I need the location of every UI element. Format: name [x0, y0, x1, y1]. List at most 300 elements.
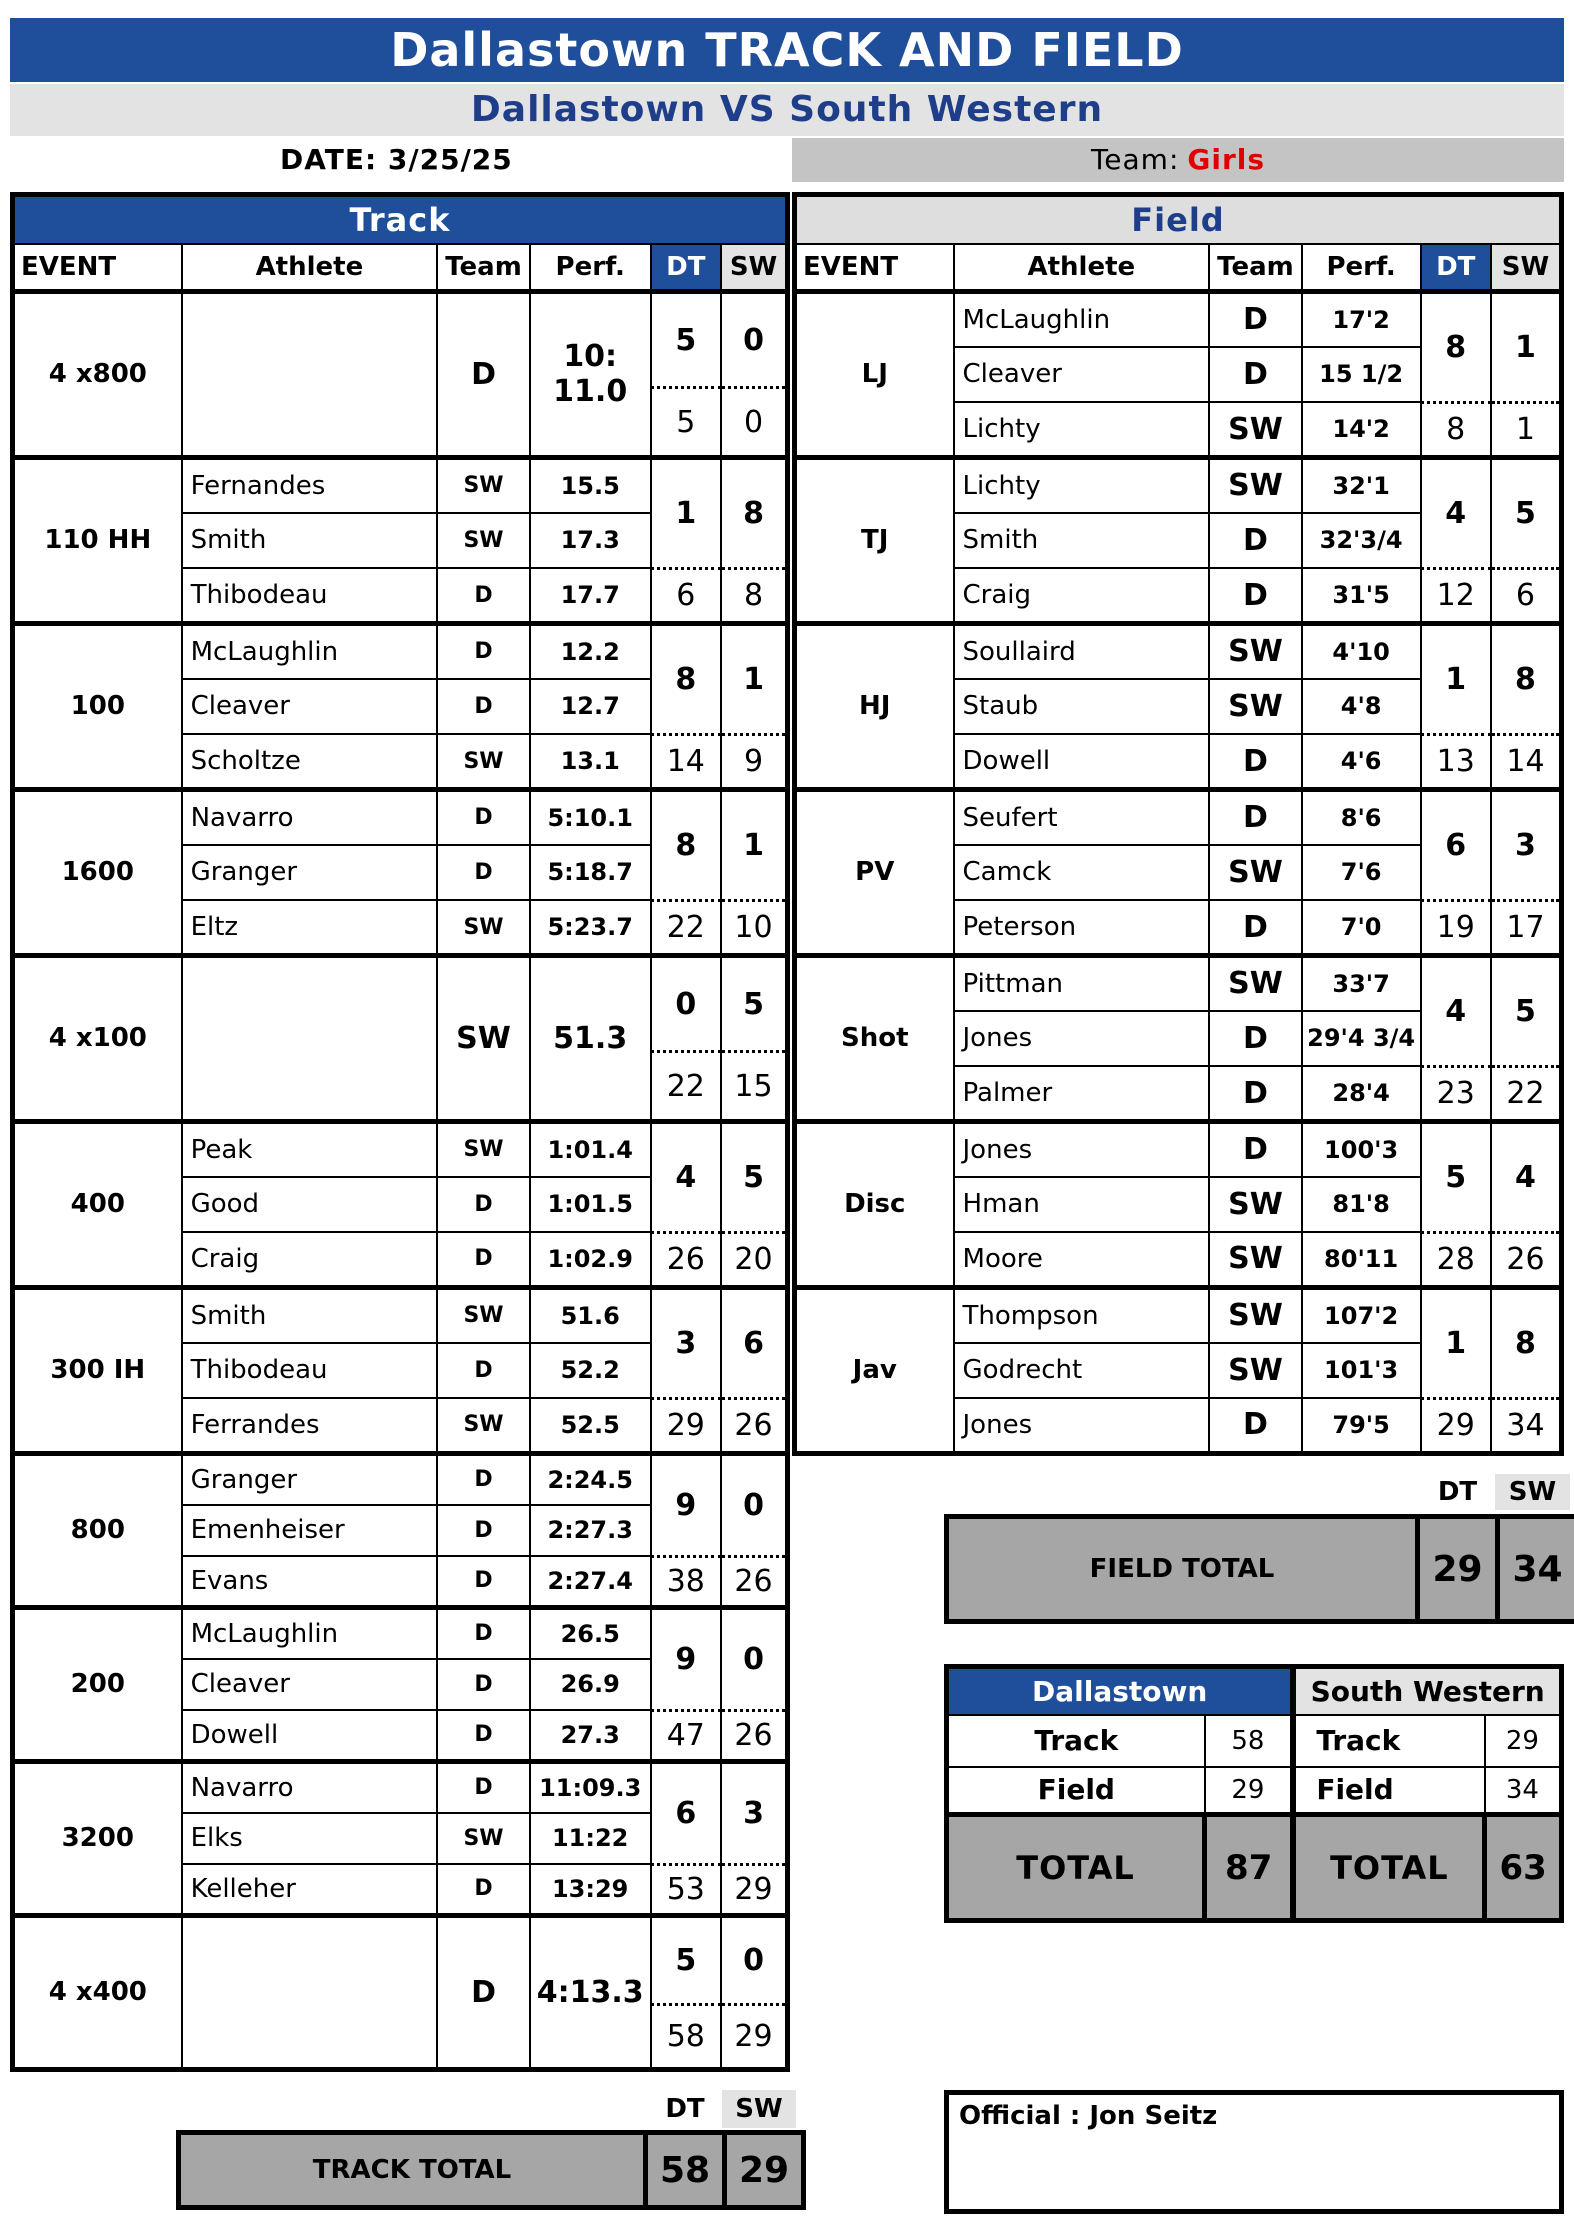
athlete-name: Scholtze — [182, 734, 438, 789]
athlete-perf: 80'11 — [1302, 1232, 1421, 1287]
athlete-name: Kelleher — [182, 1864, 438, 1915]
field-total-sw: 34 — [1498, 1517, 1574, 1622]
sw-running-total: 26 — [1491, 1232, 1562, 1287]
athlete-name: Peak — [182, 1121, 438, 1176]
athlete-team: D — [437, 623, 530, 678]
event-group — [795, 955, 1562, 1121]
track-total-label: TRACK TOTAL — [179, 2133, 646, 2208]
event-name: 300 IH — [13, 1287, 182, 1453]
dt-running-total: 22 — [651, 900, 721, 955]
event-group — [13, 292, 788, 458]
athlete-team: SW — [1209, 845, 1302, 900]
athlete-perf: 101'3 — [1302, 1343, 1421, 1398]
athlete-name: Cleaver — [954, 347, 1210, 402]
athlete-perf: 107'2 — [1302, 1287, 1421, 1342]
athlete-team: D — [437, 1864, 530, 1915]
athlete-team: SW — [1209, 1343, 1302, 1398]
sw-points: 3 — [1491, 789, 1562, 900]
dt-running-total: 26 — [651, 1232, 721, 1287]
athlete-perf: 2:24.5 — [530, 1453, 651, 1504]
sw-points: 8 — [1491, 1287, 1562, 1398]
sw-running-total: 26 — [721, 1556, 787, 1607]
score-summary — [944, 1664, 1564, 1923]
team-label: Team: — [1090, 143, 1180, 176]
athlete-team: SW — [1209, 1287, 1302, 1342]
event-name: Disc — [795, 1121, 954, 1287]
table-row — [13, 1915, 788, 2004]
away-track-label: Track — [1293, 1715, 1485, 1767]
dt-running-total: 47 — [651, 1710, 721, 1761]
track-total-dt: 58 — [646, 2133, 725, 2208]
event-name: Jav — [795, 1287, 954, 1453]
table-row — [13, 1761, 788, 1812]
athlete-team: D — [1209, 513, 1302, 568]
sw-points: 8 — [1491, 623, 1562, 734]
table-row — [13, 1607, 788, 1658]
athlete-perf: 13:29 — [530, 1864, 651, 1915]
athlete-team: D — [437, 1177, 530, 1232]
athlete-perf: 15.5 — [530, 457, 651, 512]
athlete-name: Jones — [954, 1121, 1210, 1176]
dt-running-total: 58 — [651, 2005, 721, 2070]
dt-running-total: 38 — [651, 1556, 721, 1607]
event-name: Shot — [795, 955, 954, 1121]
event-group — [13, 1915, 788, 2069]
dt-points: 1 — [1421, 1287, 1491, 1398]
dt-points: 5 — [1421, 1121, 1491, 1232]
athlete-perf: 17'2 — [1302, 292, 1421, 347]
table-row — [795, 457, 1562, 512]
athlete-name: Dowell — [182, 1710, 438, 1761]
athlete-perf: 26.9 — [530, 1659, 651, 1710]
athlete-perf: 2:27.3 — [530, 1505, 651, 1556]
dt-running-total: 6 — [651, 568, 721, 623]
athlete-perf: 33'7 — [1302, 955, 1421, 1010]
dt-points: 9 — [651, 1607, 721, 1710]
athlete-name: McLaughlin — [182, 1607, 438, 1658]
athlete-name: McLaughlin — [954, 292, 1210, 347]
page-title: Dallastown TRACK AND FIELD — [10, 18, 1564, 82]
athlete-name: Good — [182, 1177, 438, 1232]
athlete-team: D — [1209, 347, 1302, 402]
athlete-cell — [182, 1915, 438, 2069]
sw-points: 8 — [721, 457, 787, 568]
sw-points: 1 — [1491, 292, 1562, 403]
athlete-name: Navarro — [182, 789, 438, 844]
matchup-title: Dallastown VS South Western — [10, 84, 1564, 136]
sw-points: 3 — [721, 1761, 787, 1864]
event-name: LJ — [795, 292, 954, 458]
athlete-name: Jones — [954, 1398, 1210, 1453]
table-row — [13, 789, 788, 844]
sw-points: 5 — [721, 1121, 787, 1232]
meet-date: DATE: 3/25/25 — [280, 143, 513, 176]
event-group — [795, 789, 1562, 955]
sw-points: 6 — [721, 1287, 787, 1398]
athlete-name: Camck — [954, 845, 1210, 900]
sw-points: 0 — [721, 292, 787, 388]
track-total-header — [176, 2090, 796, 2128]
field-total-dt: 29 — [1418, 1517, 1498, 1622]
athlete-perf: 31'5 — [1302, 568, 1421, 623]
track-table — [10, 192, 790, 2072]
sw-running-total: 22 — [1491, 1066, 1562, 1121]
field-total-header — [944, 1474, 1570, 1510]
athlete-perf: 100'3 — [1302, 1121, 1421, 1176]
event-group — [795, 623, 1562, 789]
home-track-score: 58 — [1205, 1715, 1294, 1767]
athlete-perf: 13.1 — [530, 734, 651, 789]
dt-points: 5 — [651, 1915, 721, 2004]
athlete-perf: 28'4 — [1302, 1066, 1421, 1121]
athlete-perf: 32'3/4 — [1302, 513, 1421, 568]
official-box — [944, 2090, 1564, 2214]
event-group — [13, 1761, 788, 1915]
athlete-name: Granger — [182, 1453, 438, 1504]
sw-points: 0 — [721, 1915, 787, 2004]
team-cell: D — [437, 1915, 530, 2069]
athlete-name: Fernandes — [182, 457, 438, 512]
table-row — [795, 292, 1562, 347]
sw-running-total: 17 — [1491, 900, 1562, 955]
athlete-perf: 79'5 — [1302, 1398, 1421, 1453]
athlete-team: D — [437, 845, 530, 900]
event-group — [13, 1121, 788, 1287]
home-track-label: Track — [947, 1715, 1205, 1767]
dt-running-total: 8 — [1421, 402, 1491, 457]
sw-running-total: 1 — [1491, 402, 1562, 457]
event-name: PV — [795, 789, 954, 955]
dt-running-total: 13 — [1421, 734, 1491, 789]
dt-points: 4 — [1421, 457, 1491, 568]
event-name: 200 — [13, 1607, 182, 1761]
athlete-team: SW — [437, 1398, 530, 1453]
away-team-header: South Western — [1293, 1667, 1561, 1715]
athlete-perf: 81'8 — [1302, 1177, 1421, 1232]
sw-points: 1 — [721, 789, 787, 900]
athlete-perf: 51.6 — [530, 1287, 651, 1342]
table-row — [795, 623, 1562, 678]
athlete-team: D — [437, 1343, 530, 1398]
track-section-title: Track — [13, 195, 788, 245]
athlete-perf: 1:01.4 — [530, 1121, 651, 1176]
dt-running-total: 22 — [651, 1052, 721, 1122]
athlete-perf: 52.2 — [530, 1343, 651, 1398]
athlete-perf: 7'6 — [1302, 845, 1421, 900]
athlete-name: Lichty — [954, 402, 1210, 457]
sw-running-total: 20 — [721, 1232, 787, 1287]
athlete-name: Pittman — [954, 955, 1210, 1010]
col-team: Team — [1209, 244, 1302, 292]
dt-running-total: 29 — [651, 1398, 721, 1453]
athlete-team: SW — [1209, 457, 1302, 512]
sw-running-total: 34 — [1491, 1398, 1562, 1453]
field-section-title: Field — [795, 195, 1562, 245]
athlete-name: Ferrandes — [182, 1398, 438, 1453]
event-group — [13, 955, 788, 1121]
athlete-team: D — [437, 1607, 530, 1658]
col-perf: Perf. — [530, 244, 651, 292]
athlete-perf: 7'0 — [1302, 900, 1421, 955]
dt-running-total: 23 — [1421, 1066, 1491, 1121]
dt-running-total: 19 — [1421, 900, 1491, 955]
dt-running-total: 53 — [651, 1864, 721, 1915]
athlete-team: SW — [437, 513, 530, 568]
athlete-name: Peterson — [954, 900, 1210, 955]
table-row — [13, 457, 788, 512]
event-group — [795, 1121, 1562, 1287]
event-group — [13, 789, 788, 955]
home-total-label: TOTAL — [947, 1815, 1205, 1921]
athlete-perf: 2:27.4 — [530, 1556, 651, 1607]
field-total-dt-header: DT — [1437, 1477, 1478, 1507]
athlete-perf: 17.3 — [530, 513, 651, 568]
athlete-perf: 32'1 — [1302, 457, 1421, 512]
sw-points: 0 — [721, 1607, 787, 1710]
official-label: Official : Jon Seitz — [959, 2101, 1218, 2131]
athlete-team: D — [437, 1232, 530, 1287]
athlete-name: Eltz — [182, 900, 438, 955]
sw-points: 5 — [1491, 457, 1562, 568]
athlete-name: Hman — [954, 1177, 1210, 1232]
sw-points: 1 — [721, 623, 787, 734]
dt-points: 3 — [651, 1287, 721, 1398]
athlete-team: SW — [1209, 402, 1302, 457]
team-cell: SW — [437, 955, 530, 1121]
athlete-perf: 14'2 — [1302, 402, 1421, 457]
athlete-name: Lichty — [954, 457, 1210, 512]
dt-running-total: 14 — [651, 734, 721, 789]
table-row — [13, 955, 788, 1051]
athlete-team: D — [1209, 900, 1302, 955]
dt-points: 4 — [1421, 955, 1491, 1066]
athlete-name: Smith — [954, 513, 1210, 568]
athlete-name: Thibodeau — [182, 1343, 438, 1398]
athlete-cell — [182, 292, 438, 458]
home-total-score: 87 — [1205, 1815, 1294, 1921]
home-field-label: Field — [947, 1767, 1205, 1815]
event-name: 4 x800 — [13, 292, 182, 458]
athlete-team: SW — [1209, 1232, 1302, 1287]
athlete-name: Godrecht — [954, 1343, 1210, 1398]
athlete-name: Craig — [954, 568, 1210, 623]
event-name: TJ — [795, 457, 954, 623]
dt-running-total: 28 — [1421, 1232, 1491, 1287]
athlete-name: Thibodeau — [182, 568, 438, 623]
event-name: 110 HH — [13, 457, 182, 623]
athlete-name: Jones — [954, 1011, 1210, 1066]
athlete-name: Seufert — [954, 789, 1210, 844]
perf-cell: 10: 11.0 — [530, 292, 651, 458]
sw-running-total: 29 — [721, 2005, 787, 2070]
col-dt: DT — [651, 244, 721, 292]
sw-points: 5 — [721, 955, 787, 1051]
athlete-team: D — [437, 1453, 530, 1504]
athlete-team: D — [437, 679, 530, 734]
athlete-name: Evans — [182, 1556, 438, 1607]
sw-running-total: 9 — [721, 734, 787, 789]
event-name: 800 — [13, 1453, 182, 1607]
table-row — [795, 955, 1562, 1010]
sw-points: 4 — [1491, 1121, 1562, 1232]
team-cell: D — [437, 292, 530, 458]
athlete-perf: 4'8 — [1302, 679, 1421, 734]
event-group — [795, 292, 1562, 458]
field-total-sw-header: SW — [1495, 1474, 1570, 1510]
dt-running-total: 12 — [1421, 568, 1491, 623]
dt-points: 6 — [651, 1761, 721, 1864]
athlete-perf: 5:18.7 — [530, 845, 651, 900]
athlete-team: D — [437, 1556, 530, 1607]
table-row — [13, 292, 788, 388]
col-event: EVENT — [795, 244, 954, 292]
dt-points: 8 — [651, 623, 721, 734]
athlete-name: Smith — [182, 1287, 438, 1342]
sw-running-total: 26 — [721, 1710, 787, 1761]
event-name: HJ — [795, 623, 954, 789]
col-sw: SW — [1491, 244, 1562, 292]
dt-running-total: 5 — [651, 388, 721, 458]
athlete-team: SW — [1209, 679, 1302, 734]
sw-running-total: 29 — [721, 1864, 787, 1915]
athlete-team: D — [437, 1761, 530, 1812]
dt-running-total: 29 — [1421, 1398, 1491, 1453]
home-team-header: Dallastown — [947, 1667, 1294, 1715]
athlete-perf: 5:10.1 — [530, 789, 651, 844]
athlete-perf: 8'6 — [1302, 789, 1421, 844]
event-group — [13, 1453, 788, 1607]
col-event: EVENT — [13, 244, 182, 292]
away-total-score: 63 — [1485, 1815, 1562, 1921]
athlete-team: D — [437, 568, 530, 623]
dt-points: 1 — [1421, 623, 1491, 734]
track-total-sw-header: SW — [722, 2090, 796, 2128]
athlete-team: D — [437, 1710, 530, 1761]
sw-running-total: 14 — [1491, 734, 1562, 789]
athlete-team: D — [437, 1505, 530, 1556]
sw-running-total: 0 — [721, 388, 787, 458]
athlete-name: Moore — [954, 1232, 1210, 1287]
event-name: 100 — [13, 623, 182, 789]
athlete-team: SW — [437, 734, 530, 789]
event-group — [13, 1287, 788, 1453]
athlete-team: SW — [437, 457, 530, 512]
athlete-team: SW — [1209, 955, 1302, 1010]
athlete-perf: 15 1/2 — [1302, 347, 1421, 402]
col-perf: Perf. — [1302, 244, 1421, 292]
away-track-score: 29 — [1485, 1715, 1562, 1767]
table-row — [795, 1121, 1562, 1176]
sw-running-total: 15 — [721, 1052, 787, 1122]
athlete-name: Palmer — [954, 1066, 1210, 1121]
dt-points: 4 — [651, 1121, 721, 1232]
athlete-team: SW — [437, 1813, 530, 1864]
track-total-dt-header: DT — [665, 2094, 705, 2124]
event-group — [13, 1607, 788, 1761]
athlete-name: Soullaird — [954, 623, 1210, 678]
athlete-perf: 4'10 — [1302, 623, 1421, 678]
athlete-name: Elks — [182, 1813, 438, 1864]
col-athlete: Athlete — [954, 244, 1210, 292]
athlete-name: Emenheiser — [182, 1505, 438, 1556]
athlete-perf: 4'6 — [1302, 734, 1421, 789]
athlete-team: SW — [437, 1121, 530, 1176]
athlete-name: Cleaver — [182, 1659, 438, 1710]
team-row — [792, 138, 1564, 182]
perf-cell: 4:13.3 — [530, 1915, 651, 2069]
away-field-score: 34 — [1485, 1767, 1562, 1815]
athlete-perf: 1:01.5 — [530, 1177, 651, 1232]
athlete-team: D — [1209, 734, 1302, 789]
athlete-perf: 27.3 — [530, 1710, 651, 1761]
athlete-team: D — [1209, 568, 1302, 623]
col-team: Team — [437, 244, 530, 292]
table-row — [795, 789, 1562, 844]
sw-points: 5 — [1491, 955, 1562, 1066]
athlete-perf: 29'4 3/4 — [1302, 1011, 1421, 1066]
event-group — [795, 1287, 1562, 1453]
dt-points: 8 — [651, 789, 721, 900]
athlete-team: D — [1209, 1121, 1302, 1176]
dt-points: 0 — [651, 955, 721, 1051]
athlete-name: Thompson — [954, 1287, 1210, 1342]
home-field-score: 29 — [1205, 1767, 1294, 1815]
away-field-label: Field — [1293, 1767, 1485, 1815]
dt-points: 6 — [1421, 789, 1491, 900]
athlete-name: Staub — [954, 679, 1210, 734]
away-total-label: TOTAL — [1293, 1815, 1485, 1921]
table-row — [13, 1453, 788, 1504]
athlete-name: Smith — [182, 513, 438, 568]
col-athlete: Athlete — [182, 244, 438, 292]
col-sw: SW — [721, 244, 787, 292]
athlete-perf: 17.7 — [530, 568, 651, 623]
athlete-name: Granger — [182, 845, 438, 900]
athlete-team: D — [437, 789, 530, 844]
athlete-cell — [182, 955, 438, 1121]
athlete-perf: 26.5 — [530, 1607, 651, 1658]
dt-points: 8 — [1421, 292, 1491, 403]
athlete-team: SW — [437, 1287, 530, 1342]
athlete-team: D — [1209, 789, 1302, 844]
table-row — [795, 1287, 1562, 1342]
dt-points: 1 — [651, 457, 721, 568]
athlete-name: McLaughlin — [182, 623, 438, 678]
athlete-perf: 5:23.7 — [530, 900, 651, 955]
event-name: 400 — [13, 1121, 182, 1287]
athlete-perf: 12.2 — [530, 623, 651, 678]
athlete-perf: 11:22 — [530, 1813, 651, 1864]
perf-cell: 51.3 — [530, 955, 651, 1121]
athlete-team: D — [1209, 1398, 1302, 1453]
event-group — [13, 623, 788, 789]
sw-points: 0 — [721, 1453, 787, 1556]
athlete-name: Dowell — [954, 734, 1210, 789]
track-total-sw: 29 — [725, 2133, 804, 2208]
sw-running-total: 8 — [721, 568, 787, 623]
athlete-team: D — [1209, 1011, 1302, 1066]
athlete-team: SW — [1209, 1177, 1302, 1232]
athlete-perf: 11:09.3 — [530, 1761, 651, 1812]
athlete-team: D — [1209, 292, 1302, 347]
athlete-team: SW — [1209, 623, 1302, 678]
field-table — [792, 192, 1564, 1456]
athlete-name: Craig — [182, 1232, 438, 1287]
athlete-team: SW — [437, 900, 530, 955]
table-row — [13, 1121, 788, 1176]
dt-points: 9 — [651, 1453, 721, 1556]
athlete-perf: 12.7 — [530, 679, 651, 734]
